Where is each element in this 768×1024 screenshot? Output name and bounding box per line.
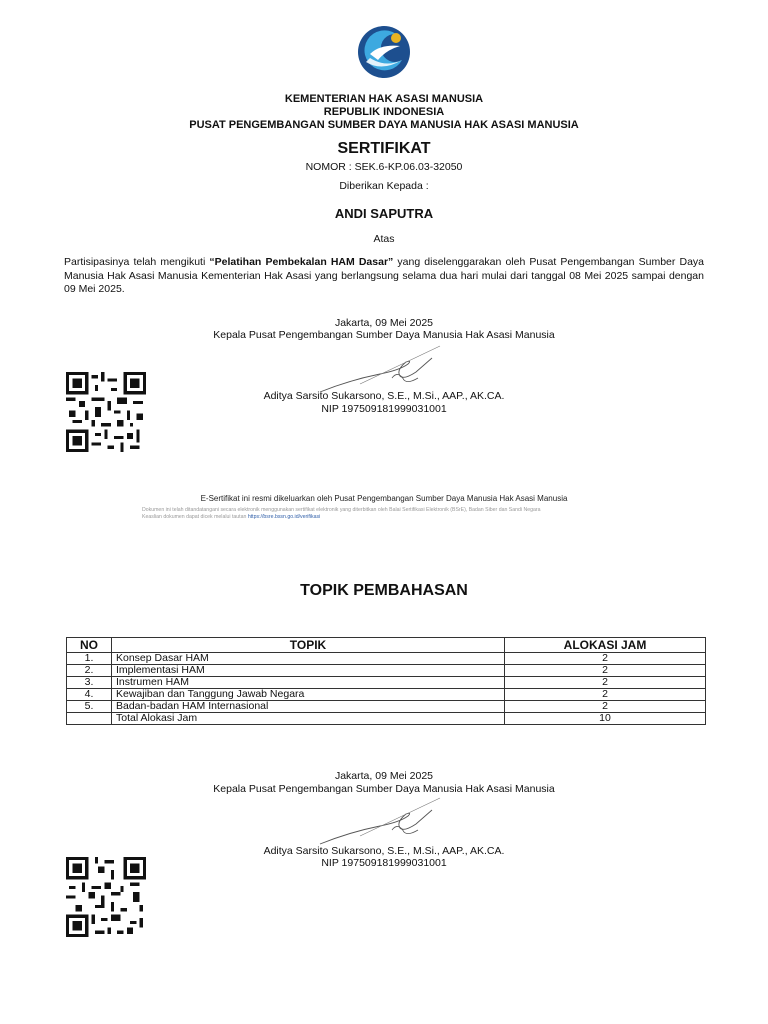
signature-place-date: Jakarta, 09 Mei 2025: [334, 770, 434, 782]
row-no: 2.: [67, 665, 112, 677]
paragraph-text-start: Partisipasinya telah mengikuti: [64, 256, 210, 268]
row-hours: 2: [505, 665, 706, 677]
country-name: REPUBLIK INDONESIA: [323, 106, 445, 118]
topics-title: TOPIK PEMBAHASAN: [300, 582, 468, 599]
esertifikat-note-line2: [142, 514, 662, 521]
signer-nip: NIP 197509181999031001: [321, 403, 447, 415]
esertifikat-note-line1: Dokumen ini telah ditandatangani secara elektronik menggunakan sertifikat elektronik yang diterbitkan oleh Balai Sertifikasi Elektronik (BSrE), Badan Siber dan Sandi Negara: [142, 507, 541, 513]
table-row: [67, 689, 706, 701]
row-hours: 2: [505, 701, 706, 713]
row-topic: Implementasi HAM: [112, 665, 505, 677]
row-hours: 2: [505, 677, 706, 689]
row-topic: Badan-badan HAM Internasional: [112, 701, 505, 713]
recipient-name: ANDI SAPUTRA: [334, 206, 434, 221]
total-no: [67, 713, 112, 725]
handwritten-signature: [300, 792, 450, 852]
row-hours: 2: [505, 689, 706, 701]
certificate-number: NOMOR : SEK.6-KP.06.03-32050: [305, 161, 463, 173]
ministry-logo: [356, 24, 412, 80]
row-topic: Kewajiban dan Tanggung Jawab Negara: [112, 689, 505, 701]
verification-link[interactable]: https://bsre.bssn.go.id/verifikasi: [247, 514, 321, 520]
signature-position: Kepala Pusat Pengembangan Sumber Daya Manusia Hak Asasi Manusia: [213, 329, 555, 341]
signature-position: Kepala Pusat Pengembangan Sumber Daya Manusia Hak Asasi Manusia: [213, 783, 555, 795]
table-header-row: [67, 638, 706, 653]
total-hours: 10: [505, 713, 706, 725]
row-no: 3.: [67, 677, 112, 689]
center-name: PUSAT PENGEMBANGAN SUMBER DAYA MANUSIA HAK ASASI MANUSIA: [189, 119, 579, 131]
row-hours: 2: [505, 653, 706, 665]
header-hours: ALOKASI JAM: [505, 638, 706, 653]
signer-name: Aditya Sarsito Sukarsono, S.E., M.Si., AAP., AK.CA.: [263, 845, 505, 857]
signer-nip: NIP 197509181999031001: [321, 857, 447, 869]
esertifikat-note-prefix: Keaslian dokumen dapat dicek melalui tautan: [142, 514, 248, 520]
certificate-paragraph: [64, 256, 704, 297]
topics-table: [66, 637, 706, 725]
row-topic: Instrumen HAM: [112, 677, 505, 689]
qr-code-icon: [66, 857, 146, 937]
table-total-row: [67, 713, 706, 725]
signer-name: Aditya Sarsito Sukarsono, S.E., M.Si., AAP., AK.CA.: [263, 390, 505, 402]
row-no: 1.: [67, 653, 112, 665]
table-row: [67, 665, 706, 677]
header-topic: TOPIK: [112, 638, 505, 653]
row-no: 4.: [67, 689, 112, 701]
given-to-label: Diberikan Kepada :: [339, 180, 429, 192]
esertifikat-note: [142, 507, 662, 521]
paragraph-text-end: yang diselenggarakan oleh Pusat Pengembangan Sumber Daya Manusia Hak Asasi Manusia Kementerian Hak Asasi yang berlangsung selama dua hari mulai dari tanggal 08 Mei 2025 sampai dengan 09 Mei 2025.: [64, 256, 704, 295]
row-topic: Konsep Dasar HAM: [112, 653, 505, 665]
table-row: [67, 677, 706, 689]
esertifikat-statement: E-Sertifikat ini resmi dikeluarkan oleh Pusat Pengembangan Sumber Daya Manusia Hak Asasi Manusia: [200, 494, 568, 503]
row-no: 5.: [67, 701, 112, 713]
certificate-title: SERTIFIKAT: [337, 140, 431, 157]
training-name: “Pelatihan Pembekalan HAM Dasar”: [209, 256, 394, 268]
table-row: [67, 701, 706, 713]
header-no: NO: [67, 638, 112, 653]
total-label: Total Alokasi Jam: [112, 713, 505, 725]
table-row: [67, 653, 706, 665]
for-label: Atas: [373, 233, 395, 245]
qr-code-icon: [66, 372, 146, 452]
signature-place-date: Jakarta, 09 Mei 2025: [334, 317, 434, 329]
ministry-name: KEMENTERIAN HAK ASASI MANUSIA: [284, 93, 484, 105]
